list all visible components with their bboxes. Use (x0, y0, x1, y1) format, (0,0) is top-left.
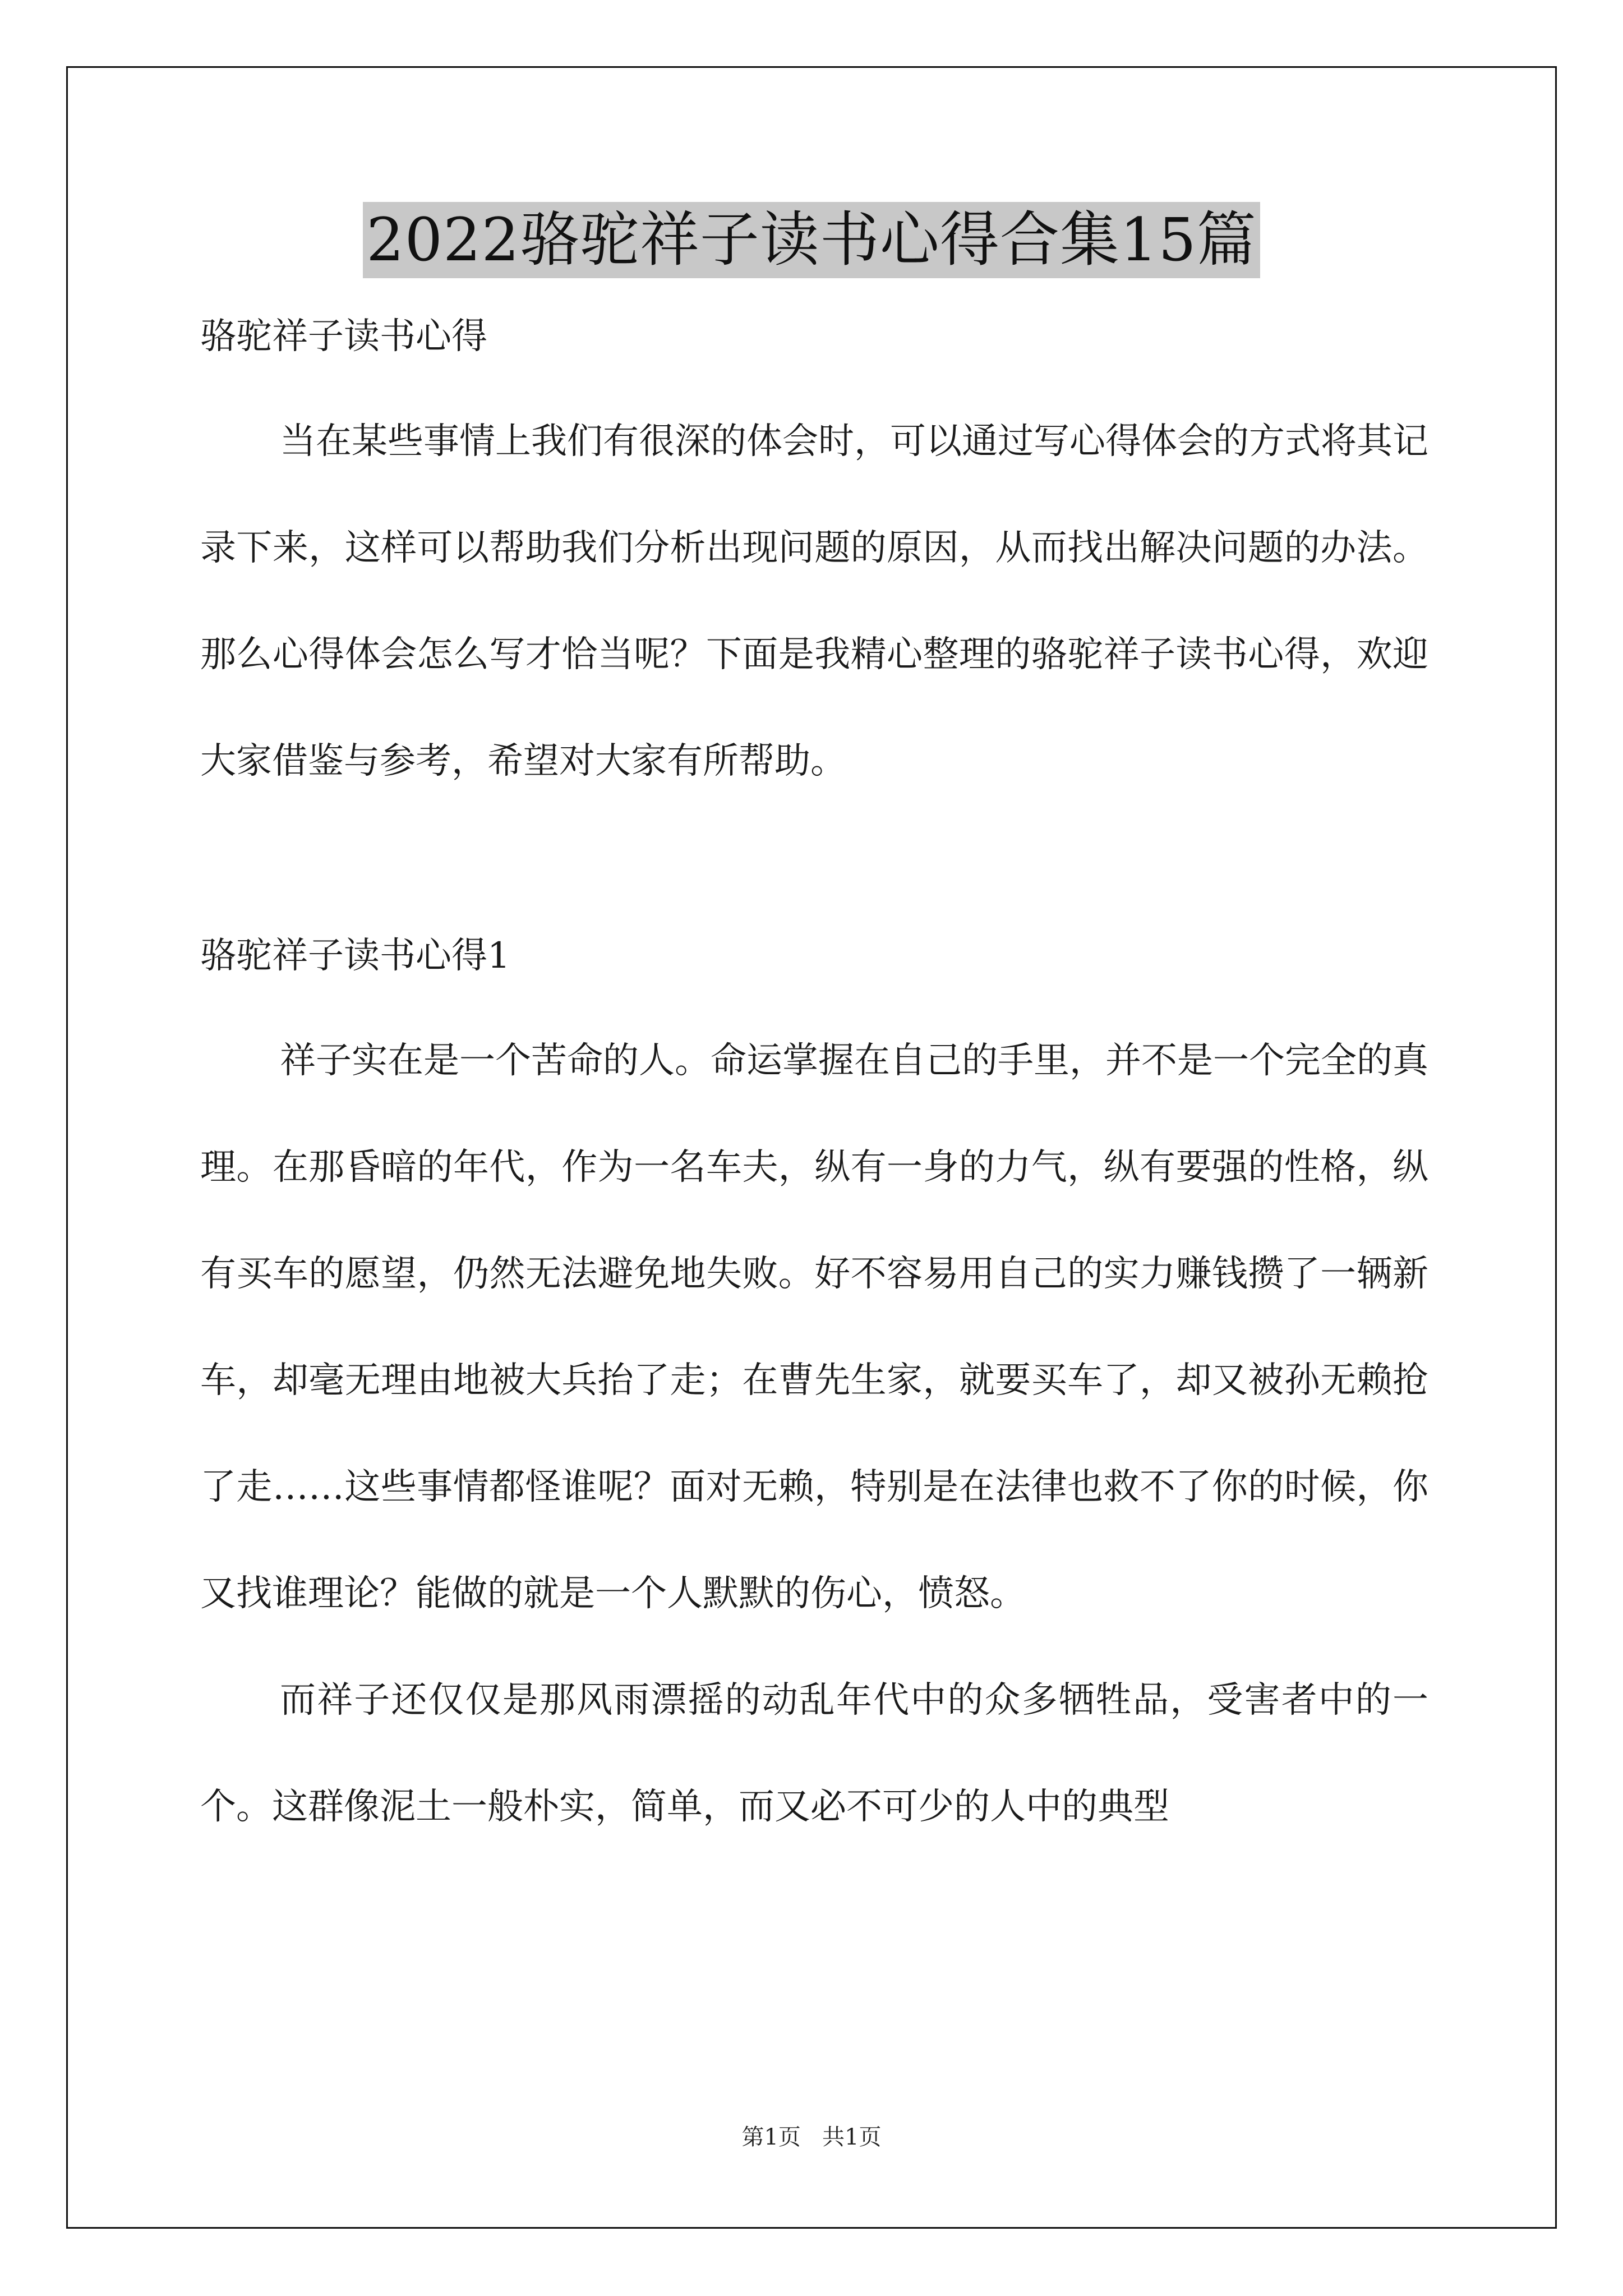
body-paragraph: 而祥子还仅仅是那风雨漂摇的动乱年代中的众多牺牲品，受害者中的一个。这群像泥土一般朴实，简单，而又必不可少的人中的典型 (200, 1680, 1428, 1828)
intro-paragraph: 当在某些事情上我们有很深的体会时，可以通过写心得体会的方式将其记录下来，这样可以帮助我们分析出现问题的原因，从而找出解决问题的办法。那么心得体会怎么写才恰当呢？下面是我精心整理的骆驼祥子读书心得，欢迎大家借鉴与参考，希望对大家有所帮助。 (200, 421, 1428, 782)
document-title: 2022骆驼祥子读书心得合集15篇 (363, 202, 1260, 278)
title-container (0, 202, 1623, 278)
section-heading: 骆驼祥子读书心得1 (200, 935, 510, 977)
document-body (200, 314, 1428, 1860)
page-footer: 第1页 共1页 (741, 2124, 882, 2150)
body-paragraph: 祥子实在是一个苦命的人。命运掌握在自己的手里，并不是一个完全的真理。在那昏暗的年代，作为一名车夫，纵有一身的力气，纵有要强的性格，纵有买车的愿望，仍然无法避免地失败。好不容易用自己的实力赚钱攒了一辆新车，却毫无理由地被大兵抬了走；在曹先生家，就要买车了，却又被孙无赖抢了走……这些事情都怪谁呢？面对无赖，特别是在法律也救不了你的时候，你又找谁理论？能做的就是一个人默默的伤心，愤怒。 (200, 1040, 1428, 1614)
section-heading: 骆驼祥子读书心得 (200, 316, 487, 357)
